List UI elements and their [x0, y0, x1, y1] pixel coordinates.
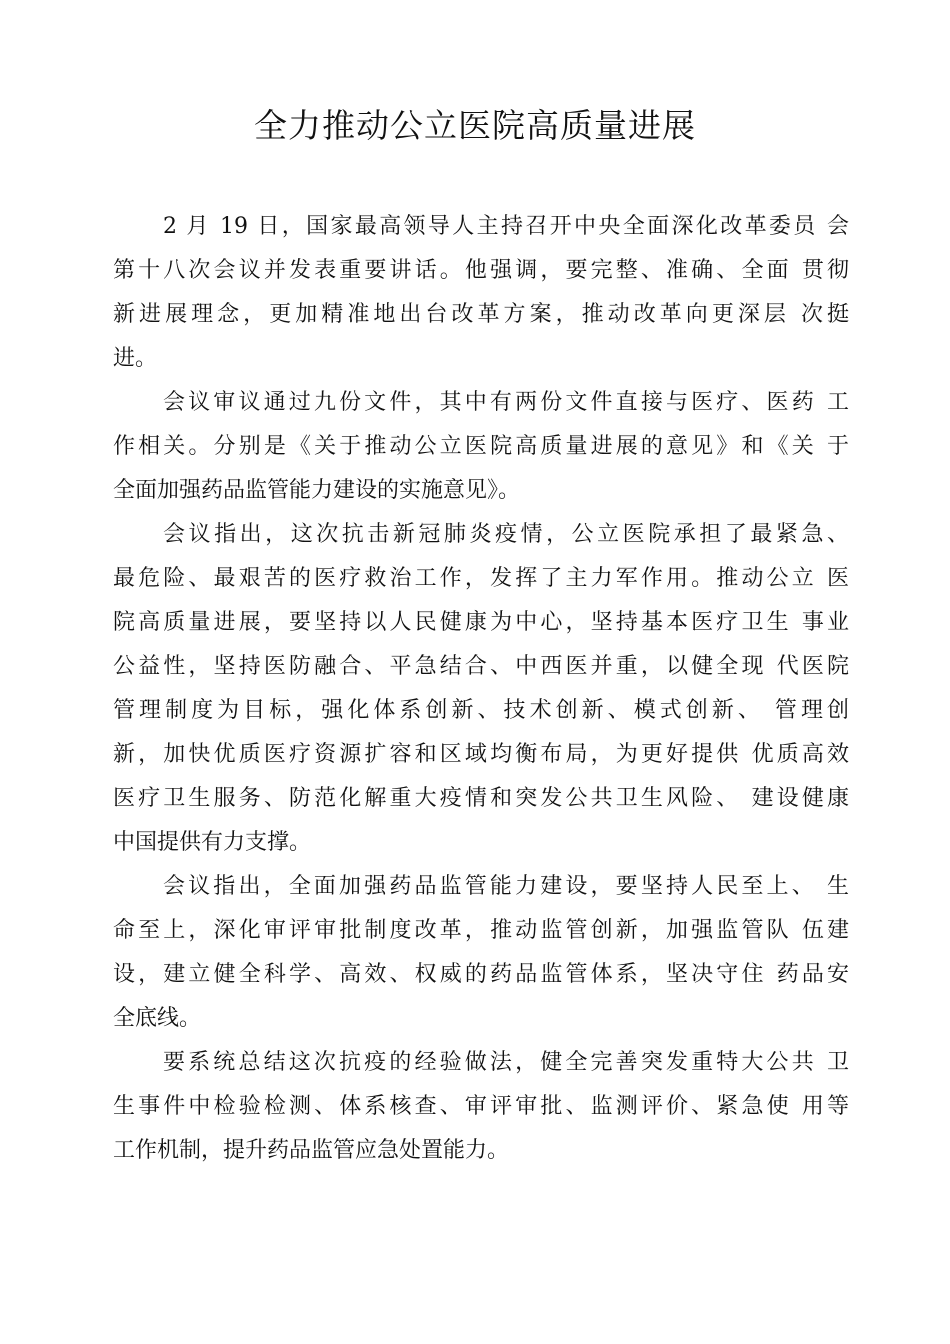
paragraph-line: 进。 — [113, 346, 158, 371]
paragraph-5 — [113, 1041, 849, 1173]
paragraph-4 — [113, 865, 849, 1041]
paragraph-line: 2 月 19 日，国家最高领导人主持召开中央全面深化改革委员 会 — [163, 214, 849, 239]
paragraph-line: 命至上，深化审评审批制度改革，推动监管创新，加强监管队 伍建 — [113, 918, 849, 943]
paragraph-line: 生事件中检验检测、体系核查、审评审批、监测评价、紧急使 用等 — [113, 1094, 849, 1119]
paragraph-line: 工作机制，提升药品监管应急处置能力。 — [113, 1138, 510, 1163]
paragraph-line: 全面加强药品监管能力建设的实施意见》。 — [113, 478, 521, 503]
paragraph-3 — [113, 513, 849, 865]
paragraph-line: 会议指出，这次抗击新冠肺炎疫情，公立医院承担了最紧急、 — [163, 522, 849, 547]
paragraph-line: 作相关。分别是《关于推动公立医院高质量进展的意见》和《关 于 — [113, 434, 849, 459]
paragraph-line: 院高质量进展，要坚持以人民健康为中心，坚持基本医疗卫生 事业 — [113, 610, 849, 635]
paragraph-line: 第十八次会议并发表重要讲话。他强调，要完整、准确、全面 贯彻 — [113, 258, 849, 283]
paragraph-line: 设，建立健全科学、高效、权威的药品监管体系，坚决守住 药品安 — [113, 962, 849, 987]
paragraph-line: 中国提供有力支撑。 — [113, 830, 312, 855]
paragraph-1 — [113, 205, 849, 381]
paragraph-line: 新，加快优质医疗资源扩容和区域均衡布局，为更好提供 优质高效 — [113, 742, 849, 767]
paragraph-line: 最危险、最艰苦的医疗救治工作，发挥了主力军作用。推动公立 医 — [113, 566, 849, 591]
paragraph-line: 管理制度为目标，强化体系创新、技术创新、模式创新、 管理创 — [113, 698, 849, 723]
document-title: 全力推动公立医院高质量进展 — [254, 106, 696, 145]
paragraph-2 — [113, 381, 849, 513]
paragraph-line: 会议指出，全面加强药品监管能力建设，要坚持人民至上、 生 — [163, 874, 849, 899]
paragraph-line: 公益性，坚持医防融合、平急结合、中西医并重，以健全现 代医院 — [113, 654, 849, 679]
paragraph-line: 要系统总结这次抗疫的经验做法，健全完善突发重特大公共 卫 — [163, 1050, 849, 1075]
document-body — [113, 205, 849, 1173]
paragraph-line: 新进展理念，更加精准地出台改革方案，推动改革向更深层 次挺 — [113, 302, 849, 327]
paragraph-line: 医疗卫生服务、防范化解重大疫情和突发公共卫生风险、 建设健康 — [113, 786, 849, 811]
paragraph-line: 全底线。 — [113, 1006, 202, 1031]
paragraph-line: 会议审议通过九份文件，其中有两份文件直接与医疗、医药 工 — [163, 390, 849, 415]
